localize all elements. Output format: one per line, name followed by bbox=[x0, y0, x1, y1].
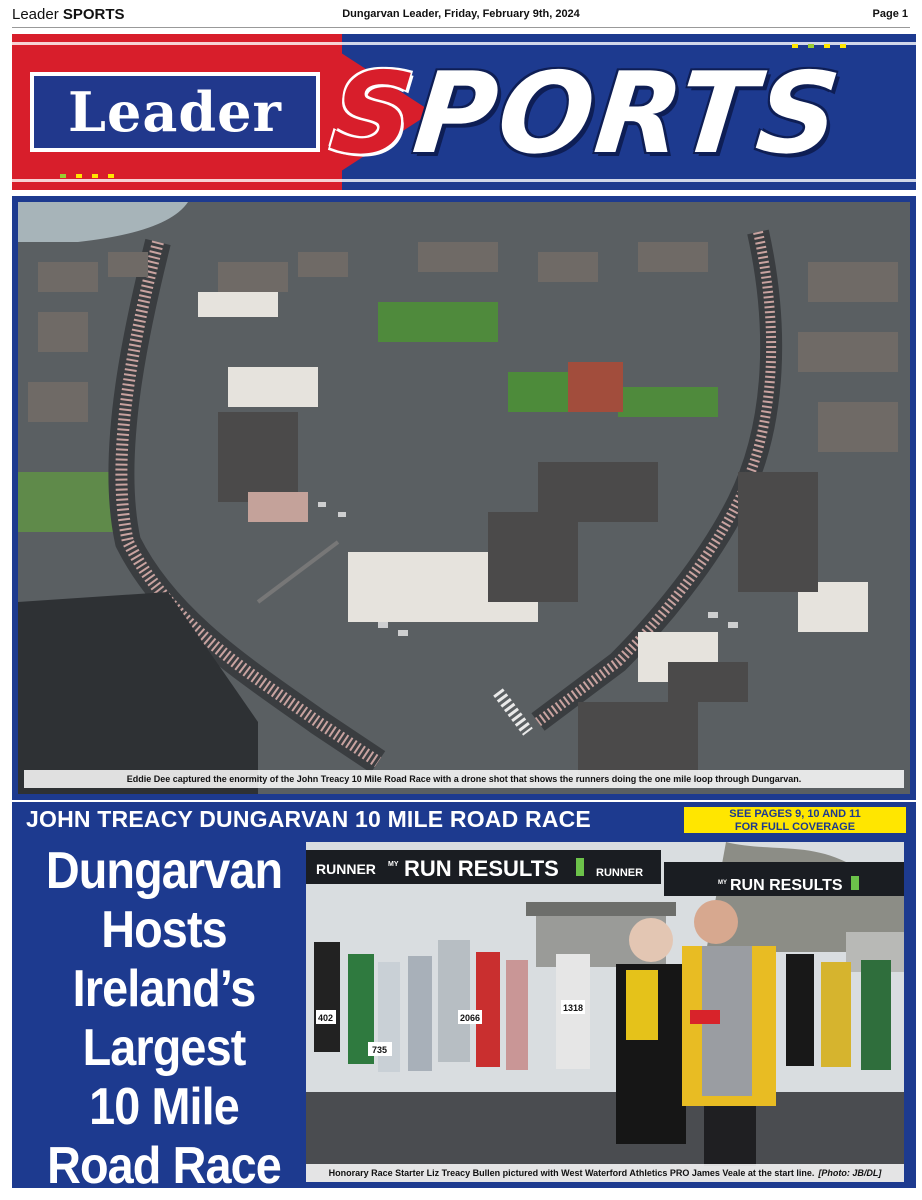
photo-credit: [Photo: JB/DL] bbox=[818, 1168, 882, 1178]
masthead-dots-left bbox=[60, 174, 114, 178]
start-line-illustration bbox=[306, 842, 904, 1182]
leader-logo bbox=[30, 72, 320, 152]
section-name-bold: SPORTS bbox=[62, 6, 125, 23]
coverage-promo bbox=[682, 805, 908, 835]
leader-logo-text: Leader bbox=[68, 80, 282, 144]
sports-logo-s: S bbox=[325, 49, 422, 179]
header-rule bbox=[12, 27, 910, 28]
banner-results-right: RUN RESULTS bbox=[730, 877, 843, 894]
banner-my-left: MY bbox=[388, 861, 399, 868]
headline-line-2: Hosts bbox=[101, 901, 227, 959]
lead-headline bbox=[40, 842, 288, 1196]
bib-402: 402 bbox=[318, 1013, 334, 1023]
headline-line-6: Road Race bbox=[47, 1137, 281, 1195]
headline-line-4: Largest bbox=[82, 1019, 246, 1077]
drone-photo bbox=[18, 202, 910, 794]
headline-line-3: Ireland’s bbox=[72, 960, 256, 1018]
bib-735: 735 bbox=[372, 1045, 388, 1055]
banner-runner-left: RUNNER bbox=[316, 861, 376, 877]
start-photo-caption bbox=[306, 1164, 904, 1182]
headline-band bbox=[12, 802, 916, 838]
banner-my-right: MY bbox=[718, 880, 727, 886]
bib-2066: 2066 bbox=[460, 1013, 481, 1023]
coverage-promo-line1: SEE PAGES 9, 10 AND 11 bbox=[729, 808, 861, 820]
section-name-plain: Leader bbox=[12, 6, 63, 23]
masthead bbox=[12, 34, 916, 190]
race-title: JOHN TREACY DUNGARVAN 10 MILE ROAD RACE bbox=[26, 806, 591, 832]
headline-line-5: 10 Mile bbox=[89, 1078, 239, 1136]
headline-line-1: Dungarvan bbox=[45, 842, 283, 900]
page-number: Page 1 bbox=[872, 8, 908, 20]
sports-logo bbox=[325, 44, 916, 184]
main-photo-frame bbox=[12, 196, 916, 800]
start-line-photo bbox=[306, 842, 904, 1182]
drone-photo-illustration bbox=[18, 202, 910, 794]
coverage-promo-line2: FOR FULL COVERAGE bbox=[734, 821, 856, 833]
lead-story bbox=[12, 838, 916, 1195]
banner-runner-mid: RUNNER bbox=[596, 867, 644, 879]
start-photo-caption-text: Honorary Race Starter Liz Treacy Bullen pictured with West Waterford Athletics PRO James Veale at the start line. bbox=[328, 1168, 815, 1178]
bib-1318: 1318 bbox=[563, 1003, 584, 1013]
banner-results-left: RUN RESULTS bbox=[404, 856, 559, 881]
dateline: Dungarvan Leader, Friday, February 9th, 2024 bbox=[342, 8, 580, 20]
main-photo-caption: Eddie Dee captured the enormity of the John Treacy 10 Mile Road Race with a drone shot that shows the runners doing the one mile loop through Dungarvan. bbox=[24, 770, 904, 788]
running-header bbox=[0, 0, 922, 30]
sports-logo-rest: PORTS bbox=[407, 49, 848, 179]
